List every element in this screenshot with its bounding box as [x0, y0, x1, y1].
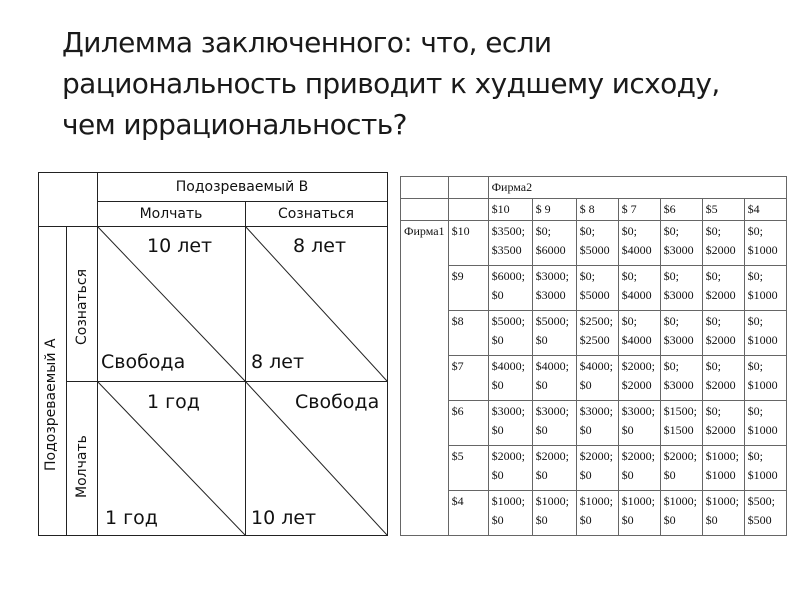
- firm-payoff-table: [400, 176, 787, 536]
- payoff-cell: [532, 311, 576, 356]
- payoff-cell: [488, 446, 532, 491]
- payoff-cell: [618, 356, 660, 401]
- firm1-payoff: $1000;: [705, 494, 739, 508]
- firm1-payoff: $1000;: [663, 494, 697, 508]
- firm2-payoff: $4000: [621, 333, 652, 347]
- payoff-cell: [660, 356, 702, 401]
- firm2-payoff: $3000: [663, 378, 694, 392]
- payoff-cell: [744, 311, 786, 356]
- firm1-payoff: $2000;: [535, 449, 569, 463]
- payoff-cell: [744, 221, 786, 266]
- firm1-payoff: $0;: [705, 224, 721, 238]
- firm2-payoff: $0: [621, 513, 634, 527]
- firm2-payoff: $0: [663, 468, 676, 482]
- payoff-cell: [744, 491, 786, 536]
- firm1-payoff: $0;: [705, 314, 721, 328]
- row-label-silent: Молчать: [74, 435, 90, 498]
- payoff-cell: [702, 401, 744, 446]
- firm2-payoff: $0: [535, 468, 548, 482]
- firm1-payoff: $0;: [663, 224, 679, 238]
- firm2-payoff: $3000: [663, 288, 694, 302]
- payoff-cell: [660, 311, 702, 356]
- payoff-cell: [532, 221, 576, 266]
- firm1-payoff: $3000;: [535, 404, 569, 418]
- firm1-payoff: $0;: [535, 224, 551, 238]
- player-a-label: Подозреваемый А: [43, 338, 59, 471]
- firm1-payoff: $2000;: [491, 449, 525, 463]
- firm2-payoff: $0: [579, 513, 592, 527]
- payoff-cell: [702, 311, 744, 356]
- row-price: $8: [448, 311, 488, 356]
- price-header: $ 8: [576, 199, 618, 221]
- firm2-payoff: $3000: [535, 288, 566, 302]
- firm1-payoff: $1500;: [663, 404, 697, 418]
- firm1-payoff: $1000;: [535, 494, 569, 508]
- firm2-payoff: $1000: [705, 468, 736, 482]
- payoff-cell: [488, 266, 532, 311]
- payoff-cell: [532, 356, 576, 401]
- firm1-payoff: $0;: [747, 314, 763, 328]
- payoff-cell: [576, 266, 618, 311]
- firm-rows: [401, 221, 787, 536]
- payoff-cell: [618, 401, 660, 446]
- firm1-payoff: $0;: [579, 269, 595, 283]
- payoff-cell: [488, 311, 532, 356]
- table-row: [401, 266, 787, 311]
- firm1-payoff: $500;: [747, 494, 775, 508]
- payoff-cell: [576, 401, 618, 446]
- firm2-payoff: $1000: [747, 333, 778, 347]
- payoff-cell: [532, 401, 576, 446]
- firm2-payoff: $1000: [747, 423, 778, 437]
- payoff-a: 8 лет: [251, 351, 305, 373]
- payoff-a: Свобода: [101, 351, 186, 373]
- firm1-payoff: $1000;: [621, 494, 655, 508]
- payoff-b: Свобода: [295, 391, 380, 413]
- price-header: $6: [660, 199, 702, 221]
- firm1-payoff: $0;: [747, 359, 763, 373]
- payoff-cell: [702, 491, 744, 536]
- firm1-payoff: $0;: [663, 269, 679, 283]
- payoff-cell: [660, 401, 702, 446]
- row-price: $9: [448, 266, 488, 311]
- price-header: $5: [702, 199, 744, 221]
- firm2-payoff: $0: [663, 513, 676, 527]
- firm2-payoff: $0: [491, 468, 504, 482]
- firm1-payoff: $0;: [621, 224, 637, 238]
- firm1-payoff: $4000;: [535, 359, 569, 373]
- payoff-cell: [488, 401, 532, 446]
- firm1-payoff: $0;: [579, 224, 595, 238]
- prisoners-dilemma-matrix: [38, 172, 388, 536]
- firm1-payoff: $2000;: [579, 449, 613, 463]
- firm1-payoff: $0;: [747, 224, 763, 238]
- firm2-payoff: $0: [579, 423, 592, 437]
- row-price: $5: [448, 446, 488, 491]
- table-row: [401, 491, 787, 536]
- firm1-payoff: $5000;: [491, 314, 525, 328]
- table-row: [401, 446, 787, 491]
- firm2-payoff: $2500: [579, 333, 610, 347]
- firm2-payoff: $0: [535, 333, 548, 347]
- payoff-cell: [576, 311, 618, 356]
- firm1-label: Фирма1: [401, 221, 449, 536]
- payoff-cell: [618, 266, 660, 311]
- firm2-payoff: $2000: [705, 288, 736, 302]
- payoff-cell: [702, 221, 744, 266]
- payoff-cell: [618, 311, 660, 356]
- column-label-silent: Молчать: [139, 206, 203, 222]
- firm2-payoff: $5000: [579, 243, 610, 257]
- payoff-cell: [744, 401, 786, 446]
- firm2-payoff: $2000: [705, 378, 736, 392]
- firm1-payoff: $4000;: [579, 359, 613, 373]
- table-row: [401, 401, 787, 446]
- firm2-payoff: $2000: [705, 243, 736, 257]
- firm1-payoff: $1000;: [705, 449, 739, 463]
- payoff-cell: [702, 266, 744, 311]
- firm2-payoff: $0: [579, 468, 592, 482]
- payoff-cell: [618, 221, 660, 266]
- firm2-payoff: $0: [535, 513, 548, 527]
- firm2-payoff: $2000: [705, 423, 736, 437]
- firm1-payoff: $2000;: [663, 449, 697, 463]
- row-price: $4: [448, 491, 488, 536]
- firm1-payoff: $3000;: [621, 404, 655, 418]
- firm1-payoff: $3000;: [491, 404, 525, 418]
- firm1-payoff: $3000;: [579, 404, 613, 418]
- firm1-payoff: $2000;: [621, 359, 655, 373]
- firm2-payoff: $0: [621, 423, 634, 437]
- firm1-payoff: $0;: [747, 404, 763, 418]
- payoff-a: 1 год: [105, 507, 158, 529]
- payoff-cell: [744, 356, 786, 401]
- firm2-payoff: $5000: [579, 288, 610, 302]
- firm1-payoff: $3500;: [491, 224, 525, 238]
- firm2-payoff: $0: [491, 423, 504, 437]
- payoff-cell: [488, 356, 532, 401]
- firm2-payoff: $6000: [535, 243, 566, 257]
- firm1-payoff: $0;: [705, 404, 721, 418]
- firm2-payoff: $1000: [747, 378, 778, 392]
- payoff-cell: [532, 491, 576, 536]
- firm2-payoff: $3500: [491, 243, 522, 257]
- firm2-payoff: $0: [491, 288, 504, 302]
- firm2-payoff: $0: [535, 378, 548, 392]
- firm2-payoff: $0: [491, 333, 504, 347]
- firm1-payoff: $0;: [705, 269, 721, 283]
- firm2-payoff: $1000: [747, 243, 778, 257]
- firm2-payoff: $0: [621, 468, 634, 482]
- cell-diagonals: [39, 173, 387, 535]
- payoff-cell: [744, 266, 786, 311]
- firm1-payoff: $6000;: [491, 269, 525, 283]
- table-row: [401, 221, 787, 266]
- firm2-payoff: $500: [747, 513, 772, 527]
- firm2-payoff: $3000: [663, 243, 694, 257]
- payoff-a: 10 лет: [251, 507, 317, 529]
- firm1-payoff: $2000;: [621, 449, 655, 463]
- row-label-confess: Сознаться: [74, 268, 90, 345]
- payoff-b: 10 лет: [147, 235, 213, 257]
- payoff-cell: [702, 446, 744, 491]
- firm1-payoff: $0;: [621, 269, 637, 283]
- payoff-cell: [532, 446, 576, 491]
- firm1-payoff: $4000;: [491, 359, 525, 373]
- player-b-label: Подозреваемый В: [175, 179, 309, 195]
- payoff-cell: [618, 446, 660, 491]
- table-row: [401, 356, 787, 401]
- price-header: $ 9: [532, 199, 576, 221]
- firm2-payoff: $0: [579, 378, 592, 392]
- payoff-cell: [488, 491, 532, 536]
- payoff-cell: [576, 446, 618, 491]
- payoff-cell: [660, 266, 702, 311]
- firm1-payoff: $0;: [705, 359, 721, 373]
- payoff-cell: [744, 446, 786, 491]
- price-header: $4: [744, 199, 786, 221]
- payoff-cell: [576, 221, 618, 266]
- firm2-payoff: $0: [535, 423, 548, 437]
- payoff-cell: [576, 356, 618, 401]
- firm1-payoff: $3000;: [535, 269, 569, 283]
- firm2-payoff: $4000: [621, 243, 652, 257]
- firm1-payoff: $2500;: [579, 314, 613, 328]
- firm1-payoff: $0;: [621, 314, 637, 328]
- firm2-payoff: $0: [491, 378, 504, 392]
- payoff-cell: [660, 446, 702, 491]
- title-line: Дилемма заключенного: что, если: [62, 26, 552, 59]
- price-header: $10: [488, 199, 532, 221]
- payoff-b: 1 год: [147, 391, 200, 413]
- payoff-cell: [488, 221, 532, 266]
- column-label-confess: Сознаться: [277, 206, 355, 222]
- payoff-b: 8 лет: [293, 235, 347, 257]
- firm2-payoff: $0: [491, 513, 504, 527]
- payoff-cell: [660, 221, 702, 266]
- slide-title: [62, 22, 762, 145]
- row-price: $6: [448, 401, 488, 446]
- firm1-payoff: $0;: [747, 269, 763, 283]
- payoff-cell: [576, 491, 618, 536]
- payoff-cell: [660, 491, 702, 536]
- firm1-payoff: $1000;: [579, 494, 613, 508]
- payoff-cell: [618, 491, 660, 536]
- firm1-payoff: $1000;: [491, 494, 525, 508]
- firm2-label: Фирма2: [488, 177, 786, 199]
- firm1-payoff: $5000;: [535, 314, 569, 328]
- title-line: чем иррациональность?: [62, 108, 407, 141]
- table-row: [401, 311, 787, 356]
- firm2-payoff: $0: [705, 513, 718, 527]
- payoff-cell: [532, 266, 576, 311]
- firm1-payoff: $0;: [747, 449, 763, 463]
- title-line: рациональность приводит к худшему исходу,: [62, 67, 720, 100]
- firm2-payoff: $4000: [621, 288, 652, 302]
- firm2-payoff: $3000: [663, 333, 694, 347]
- row-price: $10: [448, 221, 488, 266]
- row-price: $7: [448, 356, 488, 401]
- firm2-payoff: $1000: [747, 288, 778, 302]
- firm2-payoff: $2000: [621, 378, 652, 392]
- firm2-payoff: $2000: [705, 333, 736, 347]
- price-header: $ 7: [618, 199, 660, 221]
- firm1-payoff: $0;: [663, 359, 679, 373]
- firm1-payoff: $0;: [663, 314, 679, 328]
- payoff-cell: [702, 356, 744, 401]
- firm2-payoff: $1500: [663, 423, 694, 437]
- firm2-payoff: $1000: [747, 468, 778, 482]
